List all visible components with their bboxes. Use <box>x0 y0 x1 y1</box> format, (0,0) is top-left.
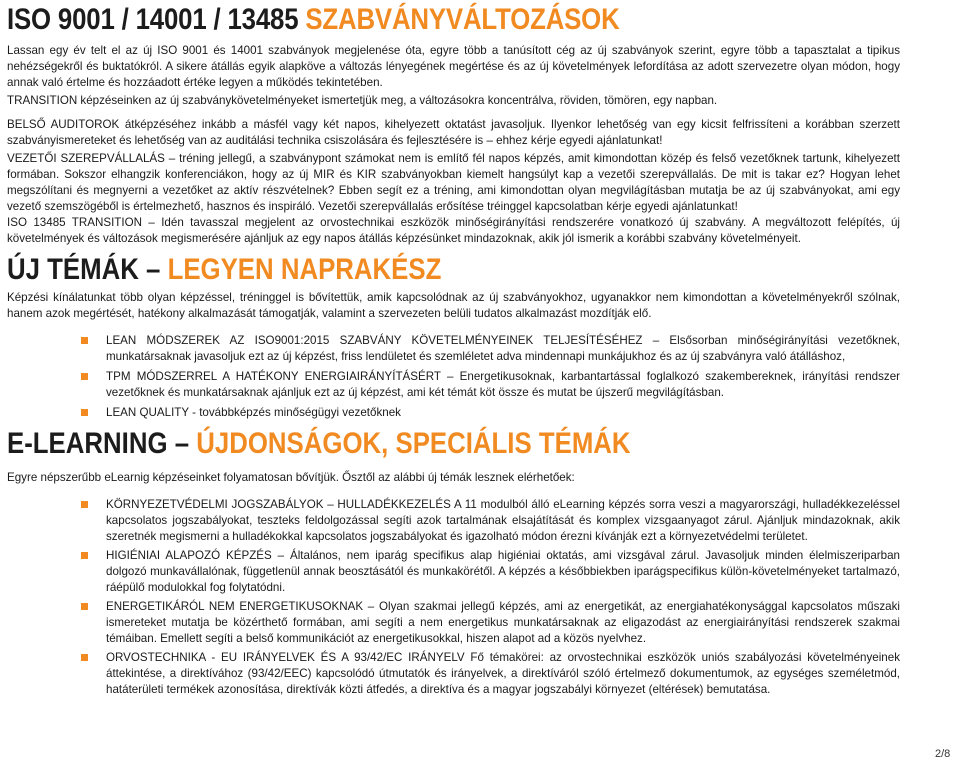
bullet-square-icon <box>81 501 88 508</box>
section-heading-uj-temak-part2: LEGYEN NAPRAKÉSZ <box>167 253 442 286</box>
list-item <box>80 333 900 365</box>
list-item <box>80 599 900 647</box>
list-item-text: LEAN QUALITY - továbbképzés minőségügyi vezetőknek <box>106 406 401 419</box>
bullet-square-icon <box>81 337 88 344</box>
list-item-text: KÖRNYEZETVÉDELMI JOGSZABÁLYOK – HULLADÉKKEZELÉS A 11 modulból álló eLearning képzés sorra veszi a magyarországi, hulladékkezeléssel kapcsolatos jogszabályokat, teszteks feldolgozással segíti azok tartalmának elsajátítását és komplex vizsgaanyagot zárul. Ajánljuk mindazoknak, akik szeretnék megismerni a hulladékokkal kapcsolatos jogszabályokat és igazolható módon érezni kívánják ezt a környezetvédelmi területet. <box>106 498 900 543</box>
bullet-square-icon <box>81 373 88 380</box>
section2-intro: Egyre népszerűbb eLearnig képzéseinket folyamatosan bővítjük. Ősztől az alábbi új témák lesznek elérhetőek: <box>7 471 575 484</box>
title-iso-numbers: ISO 9001 / 14001 / 13485 <box>7 3 306 36</box>
bullet-square-icon <box>81 654 88 661</box>
list-item-text: TPM MÓDSZERREL A HATÉKONY ENERGIAIRÁNYÍTÁSÉRT – Energetikusoknak, karbantartással foglalkozó szakembereknek, irányítási rendszer vezetőknek és munkatársaknak ajánljuk ezt az új képzést, ami két témát köt össze és mutat be újszerű megvilágításban. <box>106 370 900 399</box>
bullet-square-icon <box>81 409 88 416</box>
bullet-square-icon <box>81 603 88 610</box>
section1-intro: Képzési kínálatunkat több olyan képzéssel, tréninggel is bővítettük, amik kapcsolódnak az új szabványokhoz, ugyanakkor nem kimondottan a követelményekről szólnak, hanem azok megértését, hatékony alkalmazását támogatják, valamint a szervezeten belüli tudatos alkalmazást mozdítják elő. <box>7 291 900 320</box>
list-item-text: ENERGETIKÁRÓL NEM ENERGETIKUSOKNAK – Olyan szakmai jellegű képzés, ami az energetikát, az energiahatékonysággal kapcsolatos műszaki ismereteket mutatja be közérthető formában, ami segíti a nem energetikus munkatársaknak az eligazodást az energiairányítási rendszerek szakmai témáiban. Emellett segíti a belső kommunikációt az energetikusokkal, hiszen alapot ad a közös nyelvhez. <box>106 600 900 645</box>
section-heading-elearning-part2: ÚJDONSÁGOK, SPECIÁLIS TÉMÁK <box>196 427 631 460</box>
list-item <box>80 405 900 421</box>
list-item <box>80 650 900 698</box>
section1-list <box>80 333 900 421</box>
section-heading-elearning-part1: E-LEARNING – <box>7 427 197 460</box>
list-item-text: ORVOSTECHNIKA - EU IRÁNYELVEK ÉS A 93/42/EC IRÁNYELV Fő témakörei: az orvostechnikai eszközök uniós szabályozási követelményeinek áttekintése, a direktívához (93/42/EEC) kapcsolódó útmutatók és irányelvek, a direktíváról szóló értelmező dokumentumok, az egységes személetmód, hatáterületi termékek azonosítása, direktívák közti átfedés, a direktíva és a magyar jogszabályi környezet (eltérések) bemutatása. <box>106 651 900 696</box>
list-item <box>80 548 900 596</box>
page-number: 2/8 <box>935 748 951 760</box>
page-title <box>7 2 620 38</box>
intro-paragraph-2: TRANSITION képzéseinken az új szabványkövetelményeket ismertetjük meg, a változásokra koncentrálva, röviden, tömören, egy napban. <box>7 94 718 107</box>
intro-paragraph-3: BELSŐ AUDITOROK átképzéséhez inkább a másfél vagy két napos, kihelyezett oktatást javasoljuk. Ilyenkor lehetőség van egy kicsit felfrissíteni a korábban szerzett szabványismereteket és lehetőség van az auditálási technika csiszolására és fejlesztésére is – ehhez kérje egyedi ajánlatunkat! <box>7 118 900 147</box>
intro-paragraph-4: VEZETŐI SZEREPVÁLLALÁS – tréning jellegű, a szabványpont számokat nem is említő fél napos képzés, amit kimondottan közép és felső vezetőknek tartunk, kihelyezett formában. Sokszor elhangzik konferenciákon, hogy az új MIR és KIR szabványokban kiemelt hangsúlyt kap a vezetői szerepvállalás. De mit is takar ez? Hogyan lehet megszólítani és megnyerni a vezetőket az aktív részvételnek? Ebben segít ez a tréning, ami kimondottan olyan megvilágításban mutatja be az új szabványokat, ami egy vezető szemszögéből is értelmezhető, hasznos és inspiráló. Vezetői szerepvállalás erősítése tréinggel kapcsolatban kérje egyedi ajánlatunkat! <box>7 152 900 213</box>
intro-paragraph-1: Lassan egy év telt el az új ISO 9001 és 14001 szabványok megjelenése óta, egyre több a tanúsított cég az új szabványok szerint, egyre több a tapasztalat a tipikus nehézségekről és buktatókról. A sikere átállás egyik alapköve a változás lényegének megértése és az új követelmények lefordítása az adott szervezetre olyan módon, hogy annak való értelme és hozzáadott értéke legyen a működés tekintetében. <box>7 44 900 89</box>
section-heading-elearning <box>7 426 631 462</box>
list-item-text: HIGIÉNIAI ALAPOZÓ KÉPZÉS – Általános, nem iparág specifikus alap higiéniai oktatás, ami vizsgával zárul. Javasoljuk minden élelmiszeriparban dolgozó munkavállalónak, függetlenül annak beosztásától és munkakörétől. A képzés a későbbiekben iparágspecifikus külön-követelményeket tartalmazó, ráépülő modulokkal fog folytatódni. <box>106 549 900 594</box>
title-szabvanyvaltozasok: SZABVÁNYVÁLTOZÁSOK <box>305 3 620 36</box>
section2-list <box>80 497 900 698</box>
intro-paragraph-5: ISO 13485 TRANSITION – Idén tavasszal megjelent az orvostechnikai eszközök minőségirányítási rendszerére vonatkozó új szabvány. A megváltozott felépítés, új követelmények és változások megismerésére ajánljuk az egy napos átállás képzésünket mindazoknak, akik jól ismerik a korábbi szabvány követelményeit. <box>7 216 900 245</box>
list-item-text: LEAN MÓDSZEREK AZ ISO9001:2015 SZABVÁNY KÖVETELMÉNYEINEK TELJESÍTÉSÉHEZ – Elsősorban minőségirányítási vezetőknek, munkatársaknak javasoljuk ezt az új képzést, friss lendületet és szemléletet adva mindennapi munkájukhoz és az új szabványra való átálláshoz, <box>106 334 900 363</box>
section-heading-uj-temak-part1: ÚJ TÉMÁK – <box>7 253 168 286</box>
section-heading-uj-temak <box>7 252 441 288</box>
bullet-square-icon <box>81 552 88 559</box>
list-item <box>80 369 900 401</box>
list-item <box>80 497 900 545</box>
